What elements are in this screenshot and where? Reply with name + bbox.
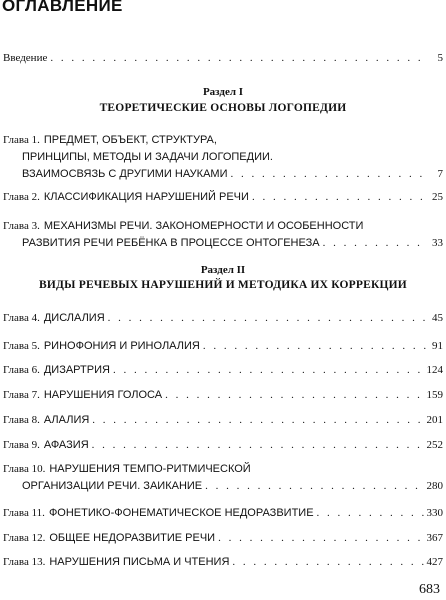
chapter-title-line: ДИСЛАЛИЯ bbox=[43, 312, 105, 324]
chapter-page: 7 bbox=[437, 168, 443, 180]
chapter-title-line: АЛАЛИЯ bbox=[43, 414, 90, 426]
toc-entry-chapter-6 bbox=[3, 362, 443, 379]
chapter-number: Глава 3. bbox=[3, 220, 40, 232]
dot-leader bbox=[252, 189, 426, 206]
dot-leader bbox=[108, 310, 426, 327]
intro-page: 5 bbox=[437, 52, 443, 64]
intro-title: Введение bbox=[3, 52, 48, 64]
chapter-number: Глава 6. bbox=[3, 364, 40, 376]
chapter-title-line: КЛАССИФИКАЦИЯ НАРУШЕНИЙ РЕЧИ bbox=[43, 191, 249, 203]
toc-entry-chapter-7 bbox=[3, 387, 443, 404]
toc-entry-chapter-13 bbox=[3, 554, 443, 571]
chapter-page: 124 bbox=[426, 364, 443, 376]
chapter-title-line: МЕХАНИЗМЫ РЕЧИ. ЗАКОНОМЕРНОСТИ И ОСОБЕННОСТИ bbox=[43, 220, 364, 232]
chapter-title-line: ФОНЕТИКО-ФОНЕМАТИЧЕСКОЕ НЕДОРАЗВИТИЕ bbox=[48, 507, 314, 519]
toc-entry-chapter-1 bbox=[3, 132, 443, 183]
toc-entry-chapter-5 bbox=[3, 338, 443, 355]
chapter-title-line: ПРИНЦИПЫ, МЕТОДЫ И ЗАДАЧИ ЛОГОПЕДИИ. bbox=[22, 151, 273, 163]
chapter-number: Глава 8. bbox=[3, 414, 40, 426]
chapter-title-line: НАРУШЕНИЯ ТЕМПО-РИТМИЧЕСКОЙ bbox=[49, 463, 251, 475]
dot-leader bbox=[232, 554, 423, 571]
chapter-title-line: ПРЕДМЕТ, ОБЪЕКТ, СТРУКТУРА, bbox=[43, 134, 217, 146]
chapter-page: 25 bbox=[432, 191, 443, 203]
chapter-number: Глава 1. bbox=[3, 134, 40, 146]
chapter-page: 252 bbox=[426, 439, 443, 451]
chapter-page: 280 bbox=[426, 480, 443, 492]
section2-title: ВИДЫ РЕЧЕВЫХ НАРУШЕНИЙ И МЕТОДИКА ИХ КОРРЕКЦИИ bbox=[39, 279, 407, 291]
section1-title: ТЕОРЕТИЧЕСКИЕ ОСНОВЫ ЛОГОПЕДИИ bbox=[99, 102, 347, 114]
chapter-number: Глава 5. bbox=[3, 340, 40, 352]
dot-leader bbox=[205, 478, 423, 495]
chapter-number: Глава 2. bbox=[3, 191, 40, 203]
chapter-title-line: НАРУШЕНИЯ ГОЛОСА bbox=[43, 389, 163, 401]
dot-leader bbox=[92, 437, 424, 454]
dot-leader bbox=[165, 387, 423, 404]
toc-heading: ОГЛАВЛЕНИЕ bbox=[2, 0, 123, 15]
chapter-page: 91 bbox=[432, 340, 443, 352]
dot-leader bbox=[50, 50, 426, 67]
toc-entry-chapter-11 bbox=[3, 505, 443, 522]
chapter-page: 159 bbox=[426, 389, 443, 401]
chapter-title-line: АФАЗИЯ bbox=[43, 439, 89, 451]
chapter-number: Глава 12. bbox=[3, 532, 46, 544]
toc-entry-chapter-12 bbox=[3, 530, 443, 547]
toc-entry-chapter-10 bbox=[3, 461, 443, 495]
chapter-number: Глава 4. bbox=[3, 312, 40, 324]
chapter-page: 201 bbox=[426, 414, 443, 426]
chapter-page: 33 bbox=[432, 237, 443, 249]
chapter-page: 427 bbox=[426, 556, 443, 568]
chapter-page: 367 bbox=[426, 532, 443, 544]
dot-leader bbox=[317, 505, 424, 522]
dot-leader bbox=[230, 166, 426, 183]
chapter-title-line: РИНОФОНИЯ И РИНОЛАЛИЯ bbox=[43, 340, 200, 352]
toc-entry-chapter-9 bbox=[3, 437, 443, 454]
section2-label: Раздел II bbox=[200, 264, 246, 276]
chapter-title-line: НАРУШЕНИЯ ПИСЬМА И ЧТЕНИЯ bbox=[49, 556, 230, 568]
dot-leader bbox=[113, 362, 424, 379]
toc-entry-chapter-4 bbox=[3, 310, 443, 327]
chapter-number: Глава 7. bbox=[3, 389, 40, 401]
chapter-title-line: ОБЩЕЕ НЕДОРАЗВИТИЕ РЕЧИ bbox=[49, 532, 216, 544]
dot-leader bbox=[203, 338, 426, 355]
dot-leader bbox=[92, 412, 423, 429]
toc-entry-intro bbox=[3, 50, 443, 67]
page-number: 683 bbox=[419, 582, 440, 597]
toc-entry-chapter-8 bbox=[3, 412, 443, 429]
chapter-number: Глава 11. bbox=[3, 507, 45, 519]
section1-label: Раздел I bbox=[202, 86, 244, 98]
chapter-page: 45 bbox=[432, 312, 443, 324]
toc-entry-chapter-3 bbox=[3, 218, 443, 252]
chapter-number: Глава 13. bbox=[3, 556, 46, 568]
chapter-number: Глава 10. bbox=[3, 463, 46, 475]
chapter-title-line: РАЗВИТИЯ РЕЧИ РЕБЁНКА В ПРОЦЕССЕ ОНТОГЕНЕЗА bbox=[22, 237, 320, 249]
chapter-title-line: ВЗАИМОСВЯЗЬ С ДРУГИМИ НАУКАМИ bbox=[22, 168, 228, 180]
toc-entry-chapter-2 bbox=[3, 189, 443, 206]
dot-leader bbox=[323, 235, 426, 252]
chapter-title-line: ДИЗАРТРИЯ bbox=[43, 364, 110, 376]
chapter-page: 330 bbox=[426, 507, 443, 519]
chapter-number: Глава 9. bbox=[3, 439, 40, 451]
chapter-title-line: ОРГАНИЗАЦИИ РЕЧИ. ЗАИКАНИЕ bbox=[22, 480, 203, 492]
dot-leader bbox=[218, 530, 423, 547]
